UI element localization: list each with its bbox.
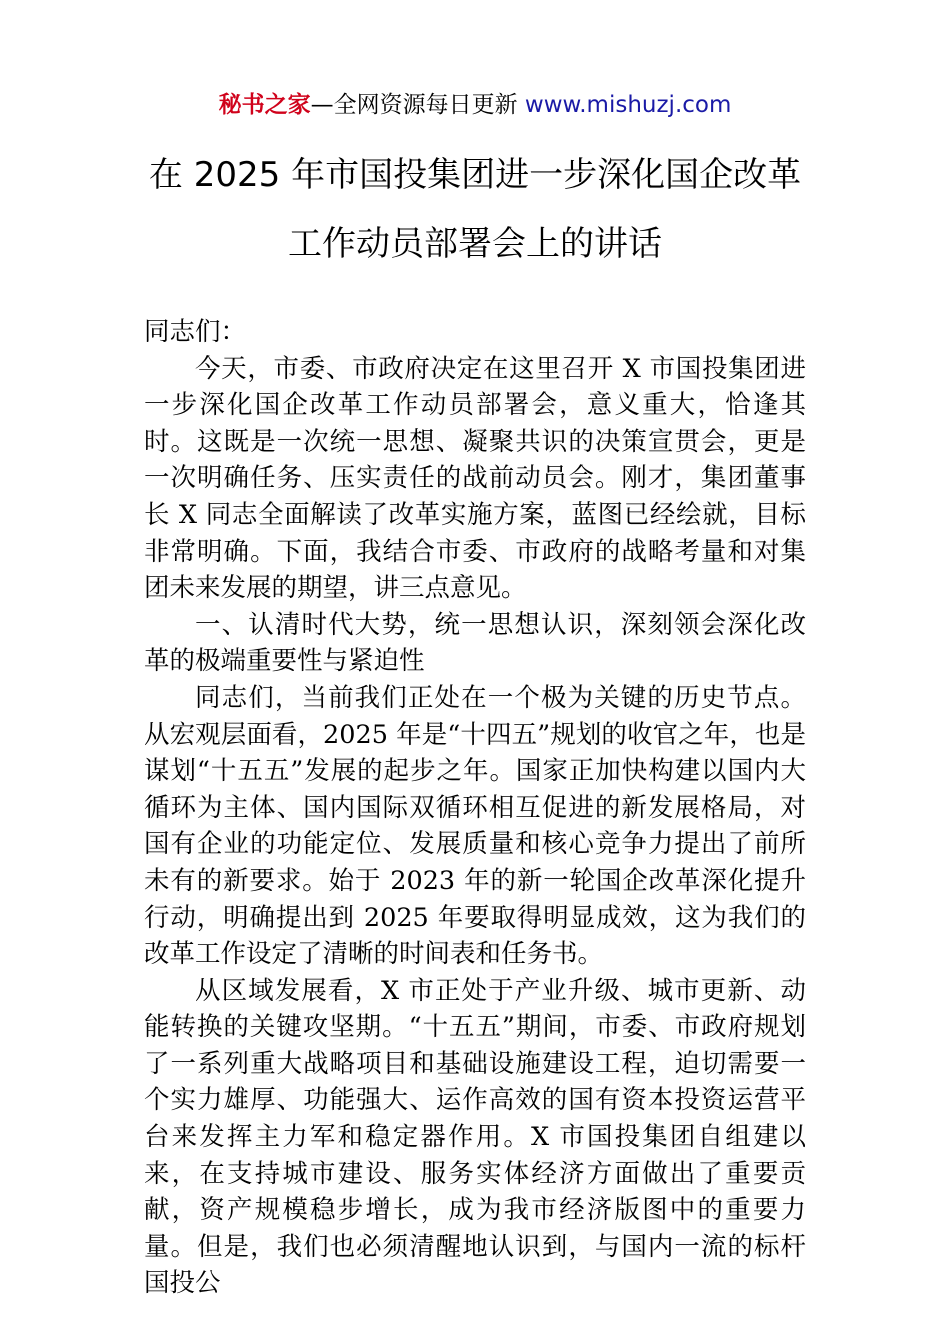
document-title-line-1: 在 2025 年市国投集团进一步深化国企改革 bbox=[148, 155, 802, 195]
site-brand: 秘书之家 bbox=[218, 92, 311, 118]
paragraph-opening: 今天，市委、市政府决定在这里召开 X 市国投集团进一步深化国企改革工作动员部署会，意义重大，恰逢其时。这既是一次统一思想、凝聚共识的决策宣贯会，更是一次明确任务、压实责任的战前动员会。刚才，集团董事长 X 同志全面解读了改革实施方案，蓝图已经绘就，目标非常明确。下面，我结合市委、市政府的战略考量和对集团未来发展的期望，讲三点意见。 bbox=[144, 353, 806, 604]
section-heading-1: 一、认清时代大势，统一思想认识，深刻领会深化改革的极端重要性与紧迫性 bbox=[144, 609, 806, 677]
site-tagline: —全网资源每日更新 bbox=[310, 92, 525, 118]
salutation: 同志们： bbox=[144, 317, 247, 347]
site-header bbox=[0, 88, 950, 122]
paragraph-macro-context: 同志们，当前我们正处在一个极为关键的历史节点。从宏观层面看，2025 年是“十四五”规划的收官之年，也是谋划“十五五”发展的起步之年。国家正加快构建以国内大循环为主体、国内国际双循环相互促进的新发展格局，对国有企业的功能定位、发展质量和核心竞争力提出了前所未有的新要求。始于 2023 年的新一轮国企改革深化提升行动，明确提出到 2025 年要取得明显成效，这为我们的改革工作设定了清晰的时间表和任务书。 bbox=[144, 682, 806, 970]
document-body bbox=[144, 314, 806, 1302]
document-title-line-2: 工作动员部署会上的讲话 bbox=[288, 224, 662, 264]
site-url-link[interactable]: www.mishuzj.com bbox=[524, 92, 732, 118]
paragraph-regional-context: 从区域发展看，X 市正处于产业升级、城市更新、动能转换的关键攻坚期。“十五五”期间，市委、市政府规划了一系列重大战略项目和基础设施建设工程，迫切需要一个实力雄厚、功能强大、运作高效的国有资本投资运营平台来发挥主力军和稳定器作用。X 市国投集团自组建以来，在支持城市建设、服务实体经济方面做出了重要贡献，资产规模稳步增长，成为我市经济版图中的重要力量。但是，我们也必须清醒地认识到，与国内一流的标杆国投公 bbox=[144, 975, 806, 1299]
